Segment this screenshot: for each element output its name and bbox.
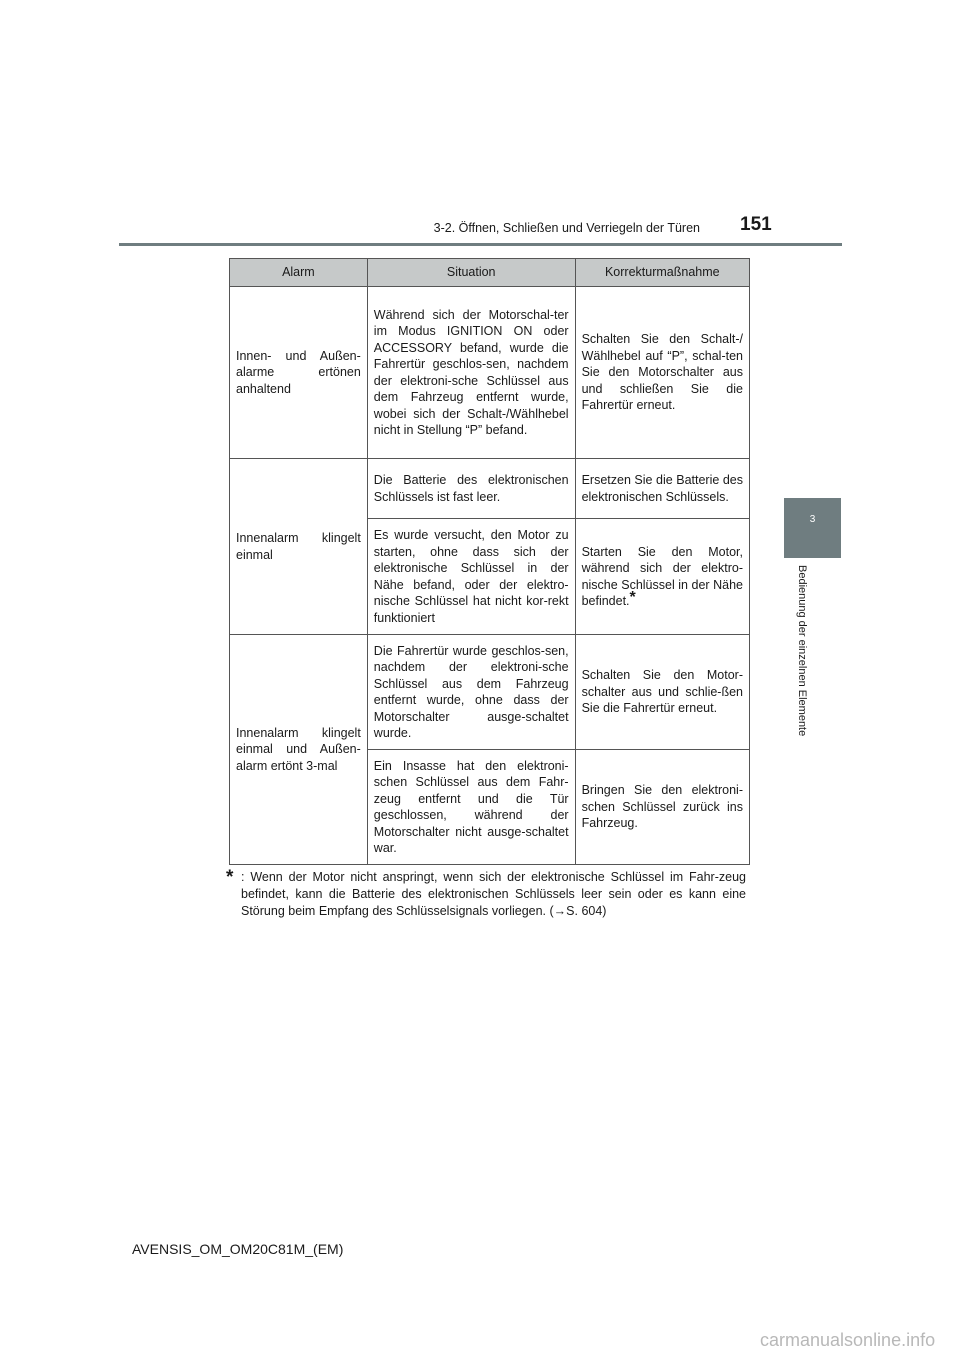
watermark: carmanualsonline.info [760,1330,936,1350]
alarm-cell: Innenalarm klingelt einmal und Außen-alarm ertönt 3-mal [230,635,368,865]
chapter-number: 3 [809,514,816,525]
column-header-alarm: Alarm [230,259,368,287]
alarm-table [229,258,750,865]
footnote-text: : Wenn der Motor nicht anspringt, wenn sich der elektronische Schlüssel im Fahr-zeug befindet, kann die Batterie des elektronischen Schlüssels leer sein oder es kann eine Störung beim Empfang des Schlüsselsignals vorliegen. (→S. 604) [241,870,746,918]
action-text: Starten Sie den Motor, während sich der elektro-nische Schlüssel in der Nähe befindet. [581,544,743,608]
table-header-row [230,259,750,287]
situation-cell: Die Batterie des elektronischen Schlüssels ist fast leer. [367,459,575,519]
action-cell: Bringen Sie den elektroni-schen Schlüssel zurück ins Fahrzeug. [575,750,749,865]
footnote-mark: * [226,867,234,888]
situation-cell: Es wurde versucht, den Motor zu starten, ohne dass sich der elektronische Schlüssel in der Nähe befand, oder der elektro-nische Schlüssel hat nicht kor-rekt funktioniert [367,519,575,635]
action-cell: Ersetzen Sie die Batterie des elektronischen Schlüssels. [575,459,749,519]
action-cell: Schalten Sie den Schalt-/ Wählhebel auf “P”, schal-ten Sie den Motorschalter aus und schließen Sie die Fahrertür erneut. [575,287,749,459]
situation-cell: Die Fahrertür wurde geschlos-sen, nachdem der elektroni-sche Schlüssel aus dem Fahrzeug entfernt wurde, ohne dass der Motorschalter ausge-schaltet wurde. [367,635,575,750]
situation-cell: Während sich der Motorschal-ter im Modus IGNITION ON oder ACCESSORY befand, wurde die Fahrertür geschlos-sen, nachdem der elektroni-sche Schlüssel aus dem Fahrzeug entfernt wurde, wobei sich der Schalt-/Wählhebel nicht in Stellung “P” befand. [367,287,575,459]
alarm-cell: Innenalarm klingelt einmal [230,459,368,635]
action-cell: Schalten Sie den Motor-schalter aus und schlie-ßen Sie die Fahrertür erneut. [575,635,749,750]
column-header-action: Korrekturmaßnahme [575,259,749,287]
document-code: AVENSIS_OM_OM20C81M_(EM) [132,1241,344,1257]
action-cell [575,519,749,635]
table-row [230,459,750,519]
chapter-tab [784,498,841,558]
column-header-situation: Situation [367,259,575,287]
page-number: 151 [740,214,772,235]
situation-cell: Ein Insasse hat den elektroni-schen Schlüssel aus dem Fahr-zeug entfernt und die Tür geschlossen, während der Motorschalter nicht ausge-schaltet war. [367,750,575,865]
footnote-reference: * [629,589,636,606]
table-row [230,635,750,750]
table-row [230,287,750,459]
section-title: 3-2. Öffnen, Schließen und Verriegeln der Türen [433,221,700,235]
chapter-title: Bedienung der einzelnen Elemente [796,565,808,737]
header-divider [119,243,842,246]
alarm-cell: Innen- und Außen-alarme ertönen anhaltend [230,287,368,459]
footnote [226,868,746,920]
